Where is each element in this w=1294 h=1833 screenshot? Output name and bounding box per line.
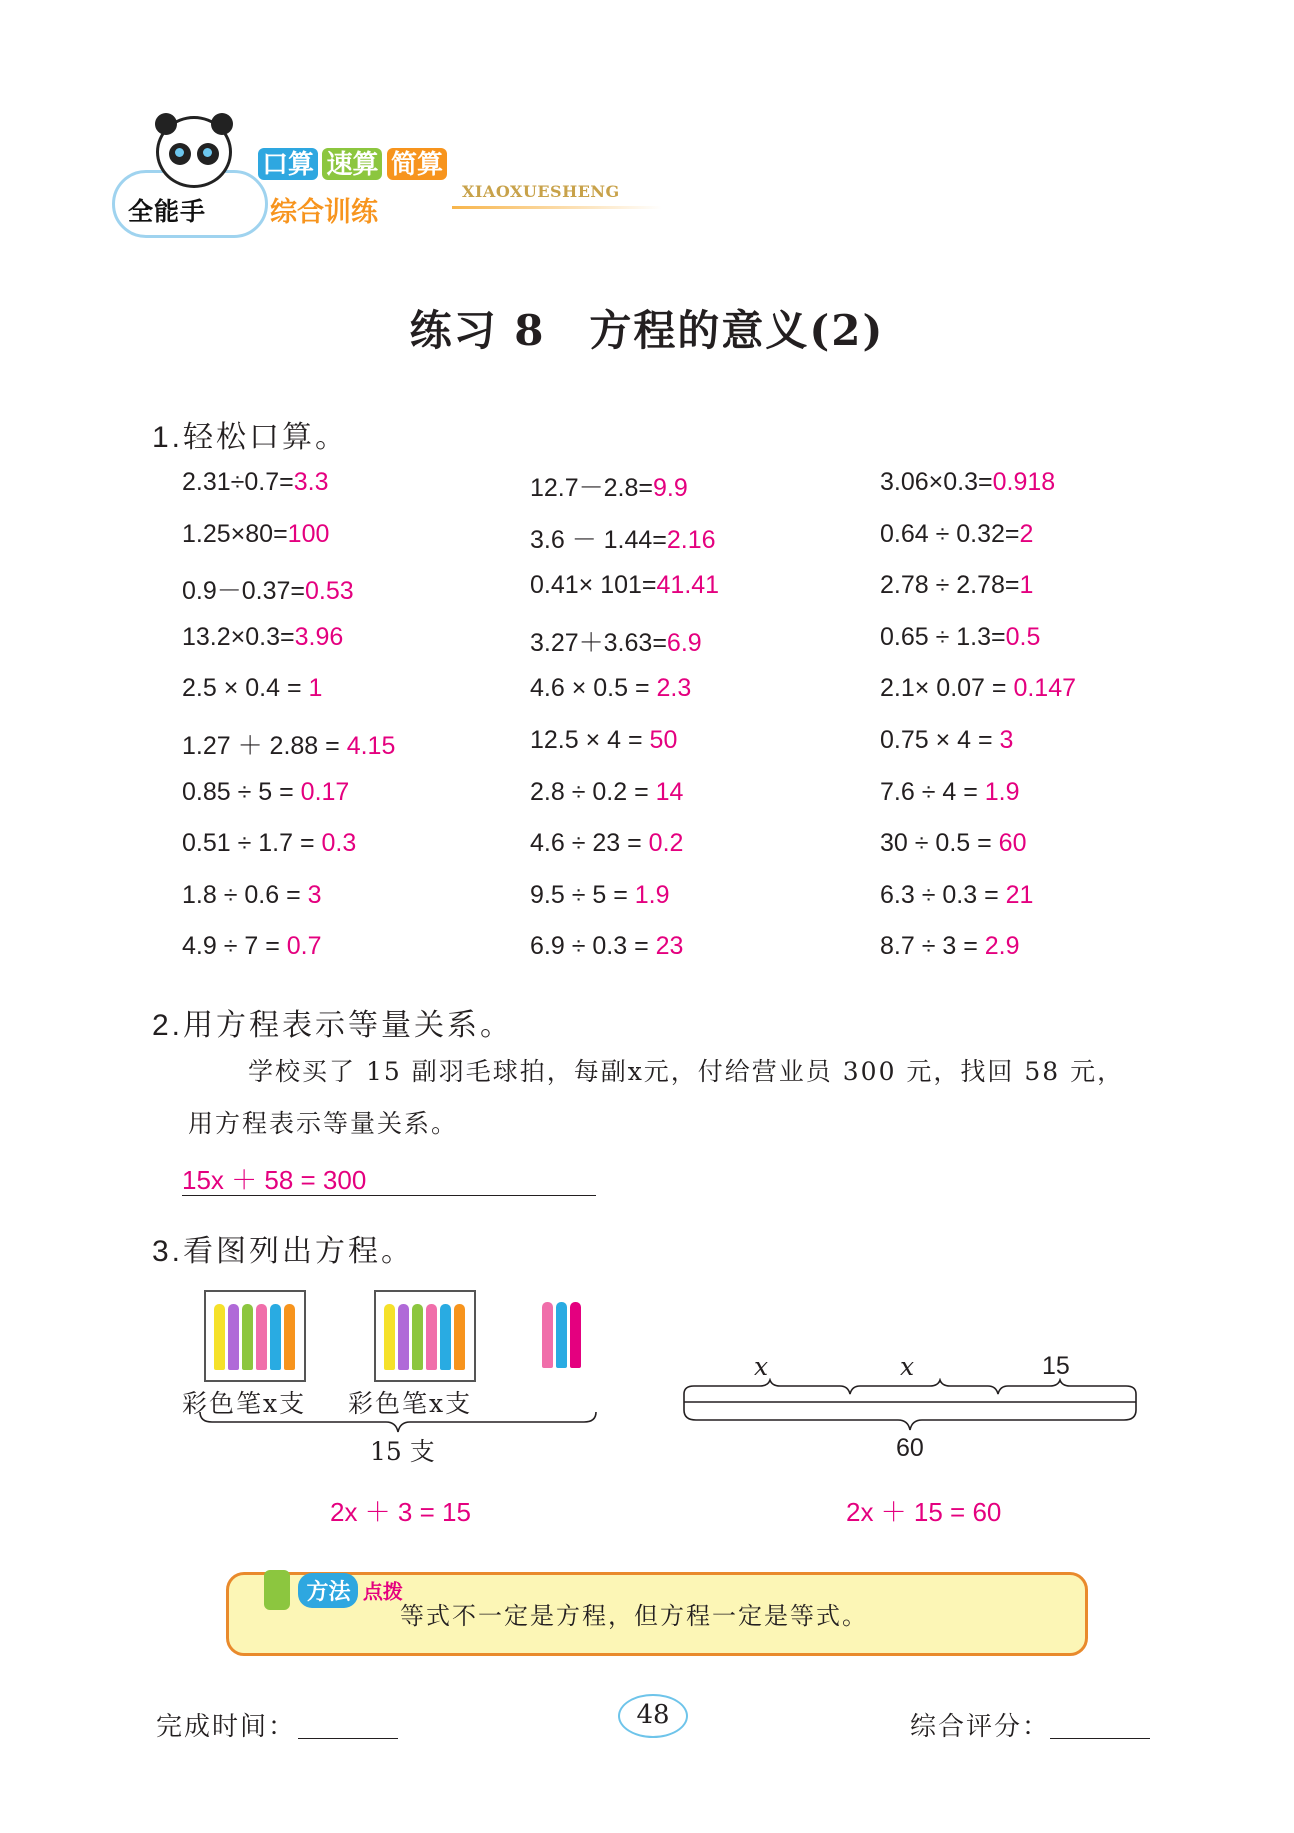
calc-answer: 3.3 bbox=[293, 468, 329, 496]
calc-expression: 1.27 ＋ 2.88 = bbox=[182, 732, 347, 760]
calc-item bbox=[880, 520, 1033, 549]
logo-rule bbox=[452, 206, 662, 209]
crayon-box-icon bbox=[374, 1290, 476, 1382]
calc-answer: 100 bbox=[287, 519, 330, 548]
panda-mascot-icon bbox=[156, 116, 232, 188]
calc-item bbox=[182, 778, 349, 807]
calc-answer: 3 bbox=[307, 880, 322, 909]
equation-answer: 15x ＋ 58 = 300 bbox=[182, 1165, 367, 1195]
calc-item bbox=[530, 520, 716, 556]
calc-item bbox=[182, 623, 343, 652]
logo-word-2: 速算 bbox=[322, 148, 382, 180]
calc-item bbox=[530, 623, 702, 659]
calc-item bbox=[530, 674, 691, 703]
calc-expression: 12.7－2.8= bbox=[530, 474, 654, 502]
calc-expression: 0.9－0.37= bbox=[182, 577, 306, 606]
logo-word-3: 简算 bbox=[387, 148, 447, 180]
segment-label-15: 15 bbox=[1042, 1352, 1070, 1380]
calc-answer: 41.41 bbox=[656, 571, 720, 600]
tip-label-a: 方法 bbox=[298, 1573, 358, 1608]
calc-answer: 0.7 bbox=[286, 932, 322, 961]
calc-expression: 13.2×0.3= bbox=[182, 622, 295, 651]
score-label: 综合评分： bbox=[910, 1711, 1051, 1741]
calc-item bbox=[880, 726, 1013, 755]
calc-answer: 3 bbox=[999, 726, 1014, 754]
segment-total: 60 bbox=[896, 1434, 924, 1462]
calc-expression: 4.6 ÷ 23 = bbox=[530, 829, 649, 858]
calc-expression: 8.7 ÷ 3 = bbox=[880, 932, 985, 961]
calc-item bbox=[182, 520, 329, 549]
calc-expression: 0.65 ÷ 1.3= bbox=[880, 622, 1006, 651]
calc-answer: 4.15 bbox=[346, 732, 396, 760]
calc-item bbox=[530, 881, 670, 910]
calc-answer: 0.5 bbox=[1005, 622, 1041, 651]
calc-item bbox=[880, 829, 1026, 858]
calc-answer: 6.9 bbox=[666, 628, 702, 657]
calc-expression: 4.6 × 0.5 = bbox=[530, 674, 657, 703]
calc-answer: 9.9 bbox=[653, 474, 688, 502]
total-brace-icon bbox=[198, 1410, 598, 1434]
calc-item bbox=[530, 468, 688, 504]
calc-expression: 0.41× 101= bbox=[530, 571, 657, 600]
calc-item bbox=[880, 623, 1040, 652]
calc-answer: 0.17 bbox=[300, 777, 350, 806]
calc-answer: 14 bbox=[655, 777, 684, 806]
calc-expression: 3.27＋3.63= bbox=[530, 628, 667, 657]
calc-item bbox=[182, 726, 395, 762]
logo-word-1: 口算 bbox=[258, 148, 318, 180]
calc-expression: 1.25×80= bbox=[182, 519, 288, 548]
calc-answer: 1 bbox=[1019, 571, 1034, 600]
calc-answer: 21 bbox=[1005, 880, 1034, 909]
header-logo bbox=[112, 110, 672, 240]
calc-item bbox=[530, 829, 683, 858]
section3-title: 3.看图列出方程。 bbox=[152, 1235, 415, 1268]
calc-item bbox=[182, 571, 354, 607]
segment-label-x1: x bbox=[754, 1352, 769, 1381]
calc-answer: 60 bbox=[998, 829, 1027, 858]
calc-answer: 0.3 bbox=[321, 829, 357, 858]
calc-expression: 2.31÷0.7= bbox=[182, 468, 294, 496]
problem-text-line1: 学校买了 15 副羽毛球拍，每副x元，付给营业员 300 元，找回 58 元， bbox=[248, 1057, 1125, 1086]
crayon-label-2: 彩色笔x支 bbox=[348, 1389, 473, 1418]
calc-answer: 0.147 bbox=[1013, 674, 1077, 703]
crayon-total: 15 支 bbox=[370, 1437, 435, 1466]
calc-expression: 0.64 ÷ 0.32= bbox=[880, 519, 1020, 548]
calc-answer: 2 bbox=[1019, 519, 1034, 548]
brand-name: 全能手 bbox=[128, 198, 207, 226]
calc-expression: 2.78 ÷ 2.78= bbox=[880, 571, 1020, 600]
segment-diagram-icon bbox=[680, 1378, 1140, 1438]
calc-expression: 12.5 × 4 = bbox=[530, 726, 650, 754]
calc-answer: 2.3 bbox=[656, 674, 692, 703]
score-line bbox=[1050, 1738, 1150, 1739]
calc-answer: 0.2 bbox=[648, 829, 684, 858]
calc-expression: 0.51 ÷ 1.7 = bbox=[182, 829, 322, 858]
calc-answer: 1.9 bbox=[984, 777, 1020, 806]
calc-expression: 7.6 ÷ 4 = bbox=[880, 777, 985, 806]
calc-item bbox=[182, 881, 322, 910]
logo-line1 bbox=[258, 144, 447, 181]
calc-expression: 2.1× 0.07 = bbox=[880, 674, 1014, 703]
calc-expression: 3.6 － 1.44= bbox=[530, 525, 667, 554]
tip-text: 等式不一定是方程，但方程一定是等式。 bbox=[400, 1602, 868, 1630]
calc-expression: 0.85 ÷ 5 = bbox=[182, 777, 301, 806]
calc-item bbox=[182, 829, 356, 858]
logo-pinyin: XIAOXUESHENG bbox=[462, 182, 620, 201]
equation-answer-right: 2x ＋ 15 = 60 bbox=[846, 1497, 1002, 1527]
calc-answer: 1 bbox=[308, 674, 323, 703]
calc-answer: 0.53 bbox=[305, 577, 354, 606]
page-title: 练习 8 方程的意义(2) bbox=[409, 306, 885, 355]
section2-title: 2.用方程表示等量关系。 bbox=[152, 1009, 514, 1042]
crayon-label-1: 彩色笔x支 bbox=[182, 1389, 307, 1418]
calc-answer: 3.96 bbox=[294, 622, 344, 651]
calc-item bbox=[880, 674, 1076, 703]
calc-answer: 0.918 bbox=[992, 468, 1056, 496]
calc-expression: 3.06×0.3= bbox=[880, 468, 993, 496]
calc-item bbox=[880, 468, 1055, 497]
completion-time-line bbox=[298, 1738, 398, 1739]
logo-line2: 综合训练 bbox=[270, 197, 378, 227]
calc-item bbox=[880, 881, 1033, 910]
calc-expression: 6.3 ÷ 0.3 = bbox=[880, 880, 1006, 909]
calc-expression: 2.8 ÷ 0.2 = bbox=[530, 777, 656, 806]
calc-expression: 6.9 ÷ 0.3 = bbox=[530, 932, 656, 961]
calc-expression: 1.8 ÷ 0.6 = bbox=[182, 880, 308, 909]
calc-answer: 1.9 bbox=[634, 880, 670, 909]
calc-expression: 30 ÷ 0.5 = bbox=[880, 829, 999, 858]
calc-expression: 4.9 ÷ 7 = bbox=[182, 932, 287, 961]
loose-crayons-icon bbox=[542, 1290, 586, 1374]
segment-label-x2: x bbox=[900, 1352, 915, 1381]
calc-item bbox=[530, 571, 719, 600]
calc-item bbox=[182, 674, 322, 703]
page-number: 48 bbox=[636, 1700, 670, 1730]
crayon-box-icon bbox=[204, 1290, 306, 1382]
section1-title: 1.轻松口算。 bbox=[152, 421, 349, 454]
tip-label-b: 点拨 bbox=[362, 1581, 403, 1604]
calc-item bbox=[880, 778, 1020, 807]
calc-answer: 23 bbox=[655, 932, 684, 961]
calc-item bbox=[530, 726, 677, 755]
calc-answer: 50 bbox=[649, 726, 678, 754]
equation-answer-left: 2x ＋ 3 = 15 bbox=[330, 1497, 471, 1527]
calc-expression: 2.5 × 0.4 = bbox=[182, 674, 309, 703]
calc-answer: 2.16 bbox=[666, 525, 716, 554]
answer-line bbox=[182, 1195, 596, 1196]
calc-item bbox=[530, 778, 683, 807]
calc-item bbox=[530, 932, 683, 961]
calc-expression: 0.75 × 4 = bbox=[880, 726, 1000, 754]
calc-item bbox=[880, 932, 1020, 961]
calc-item bbox=[880, 571, 1033, 600]
completion-time-label: 完成时间： bbox=[156, 1711, 297, 1741]
calc-answer: 2.9 bbox=[984, 932, 1020, 961]
calc-item bbox=[182, 468, 329, 497]
calc-expression: 9.5 ÷ 5 = bbox=[530, 880, 635, 909]
calc-item bbox=[182, 932, 322, 961]
pencil-icon bbox=[264, 1570, 290, 1610]
problem-text-line2: 用方程表示等量关系。 bbox=[188, 1109, 459, 1138]
tip-label bbox=[264, 1570, 403, 1610]
